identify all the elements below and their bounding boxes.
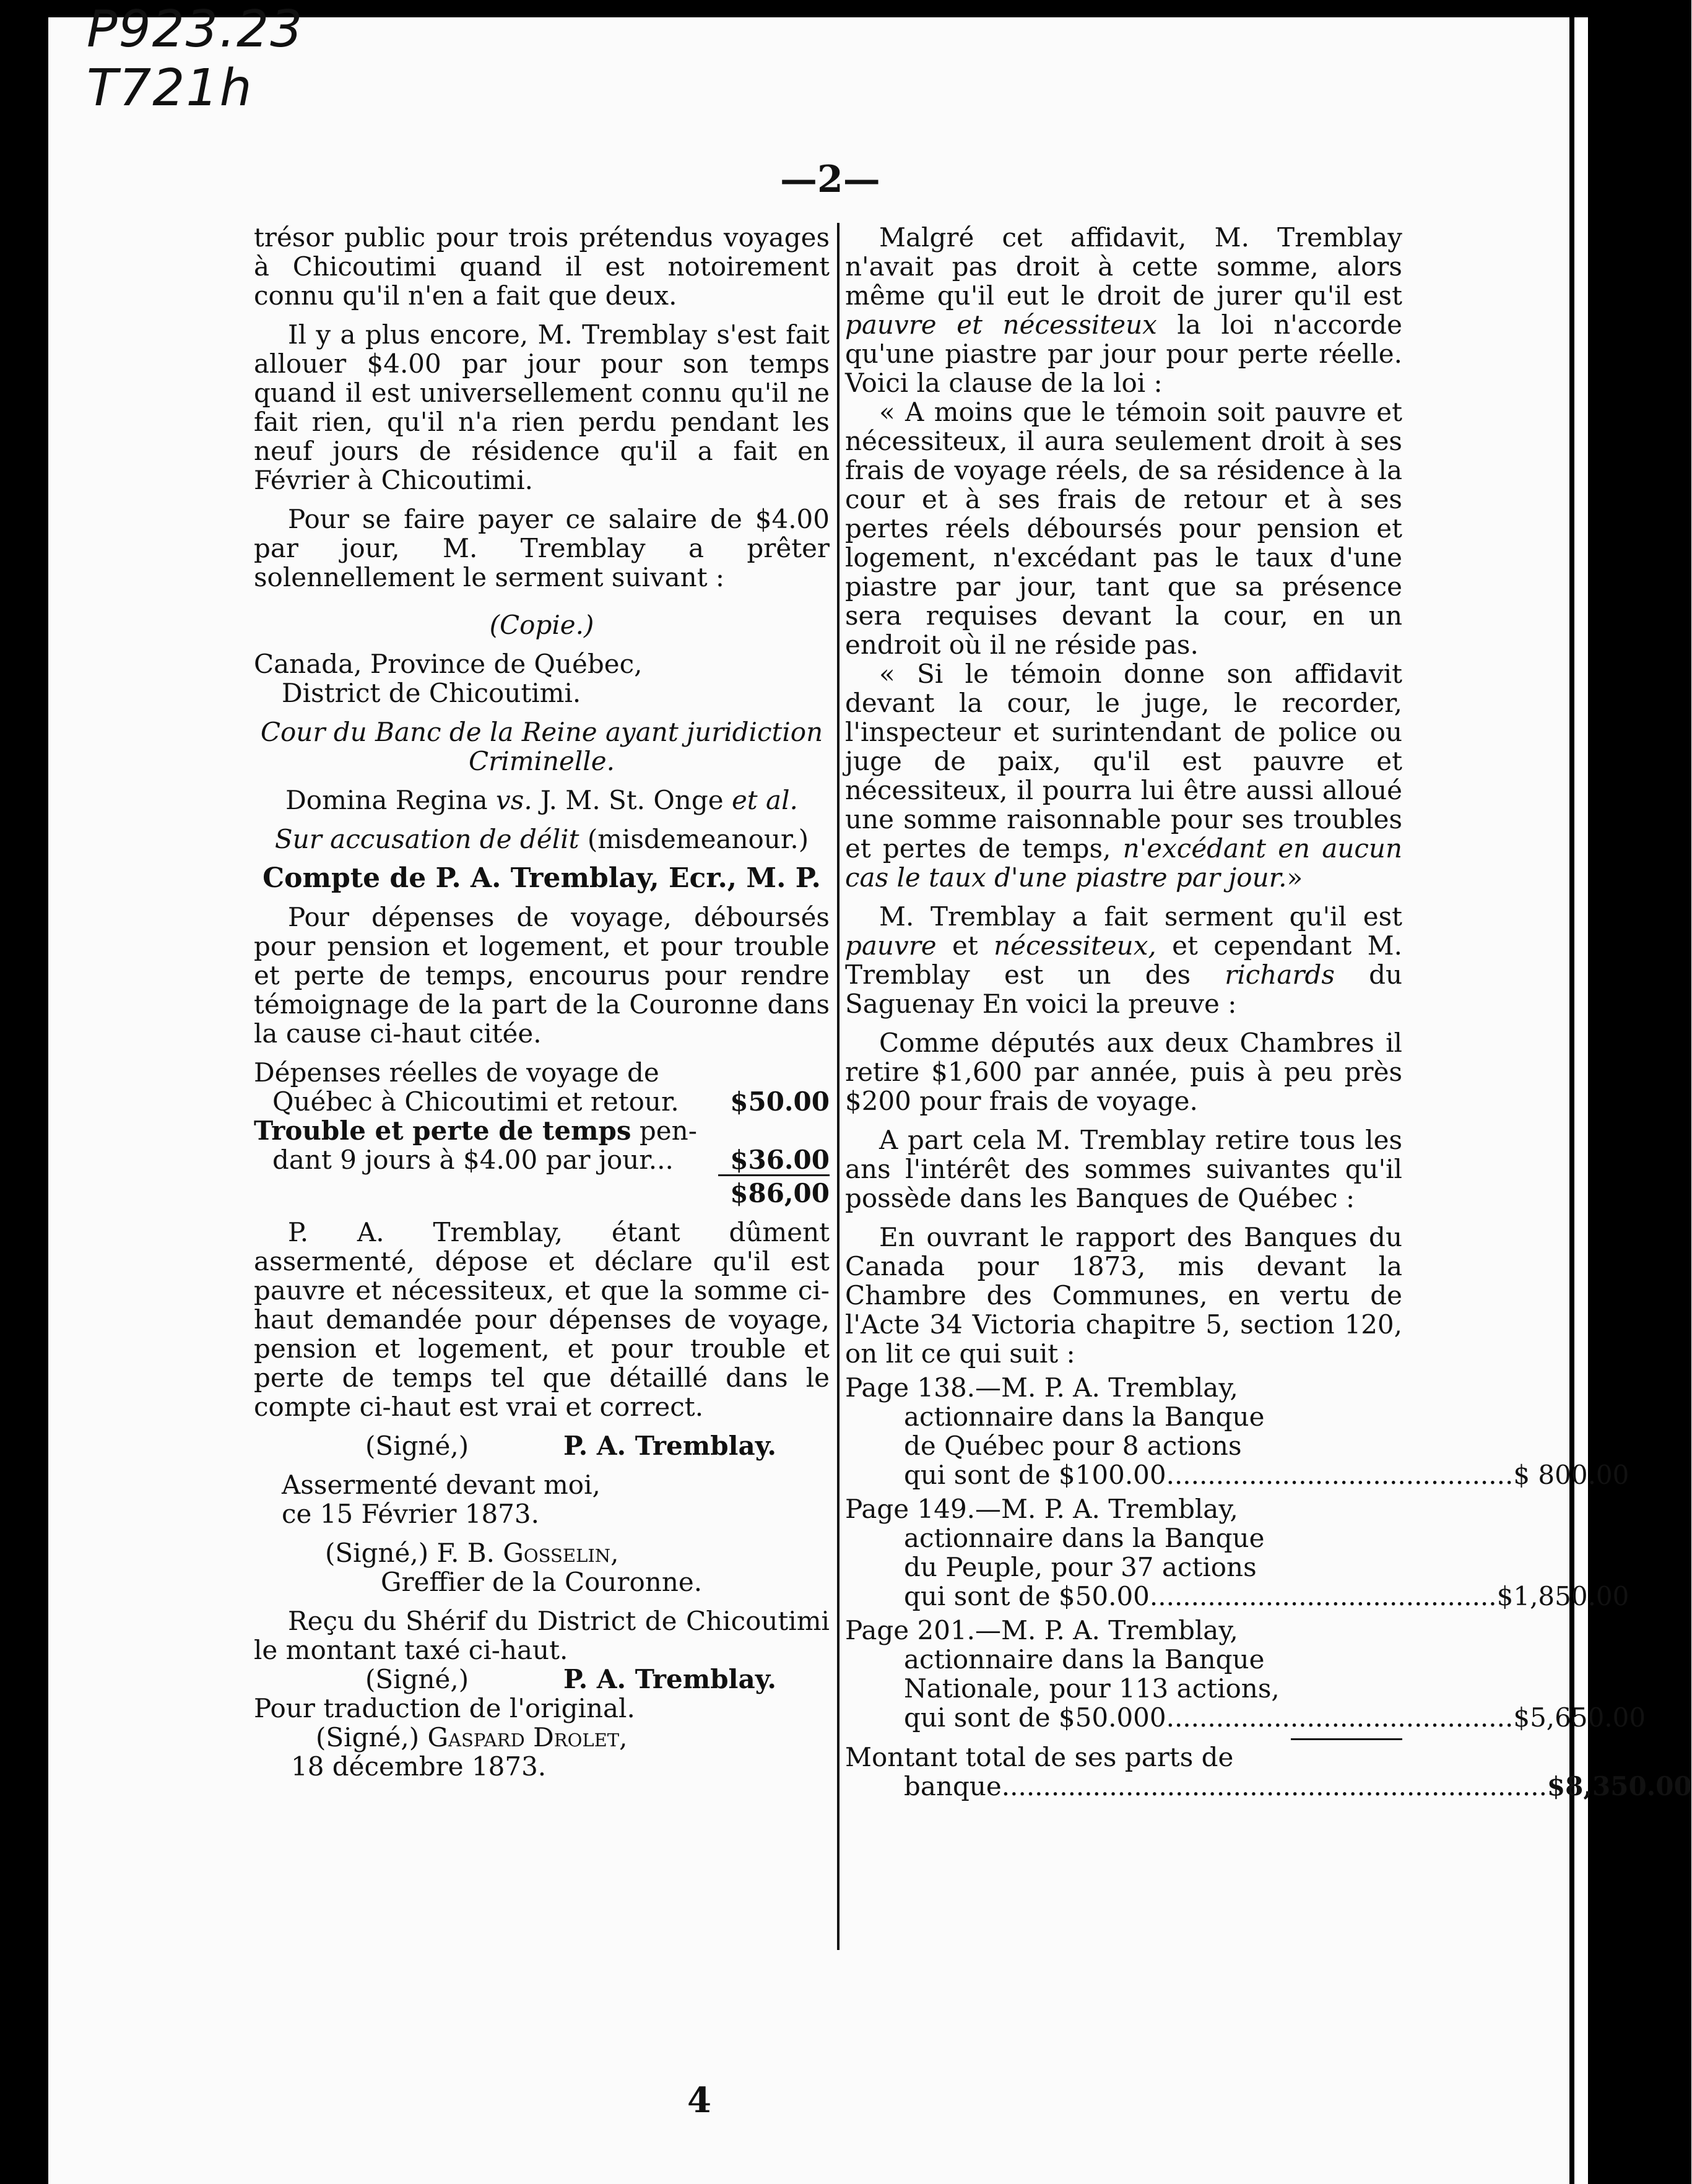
signature-tremblay — [254, 1431, 830, 1460]
bank-entry-line-2: actionnaire dans la Banque — [904, 1402, 1265, 1432]
bank-entry — [845, 1372, 1629, 1490]
right-para-2-a: M. Tremblay a fait serment qu'il est — [879, 901, 1402, 932]
call-number-line2: T721h — [87, 59, 253, 118]
trouble-amount: $36.00 — [730, 1145, 830, 1175]
domina-rest: J. M. St. Onge — [540, 785, 724, 815]
bank-entry-head: Page 149.—M. P. A. Tremblay, — [845, 1494, 1238, 1524]
bank-total — [845, 1742, 1692, 1801]
trouble-rest: pen- — [631, 1116, 697, 1146]
trouble-row — [254, 1145, 830, 1174]
law-quote-2-italic: n'excédant en aucun cas le taux d'une piastre par jour. — [845, 833, 1402, 893]
trouble-bold: Trouble et perte de temps — [254, 1116, 631, 1146]
bank-entry-amount: $1,850.00 — [1496, 1581, 1629, 1611]
signer-name-2: P. A. Tremblay. — [563, 1664, 776, 1694]
bank-entry-amount: $5,650.00 — [1513, 1702, 1646, 1733]
bank-entry-line-4 — [845, 1581, 1629, 1611]
gosselin-title: Greffier de la Couronne. — [381, 1567, 703, 1597]
bank-entry-rate: qui sont de $100.00 — [904, 1460, 1166, 1490]
signature-tremblay-2 — [254, 1665, 830, 1694]
bank-entry-rate: qui sont de $50.00 — [904, 1581, 1150, 1611]
left-para-2: Il y a plus encore, M. Tremblay s'est fait allouer $4.00 par jour pour son temps quand il est universellement connu qu'il ne fait rien, qu'il n'a rien perdu pendant les neuf jours de résidence qu'il a fait en Février à Chicoutimi. — [254, 319, 830, 495]
left-para-1: trésor public pour trois prétendus voyages à Chicoutimi quand il est notoirement connu qu'il n'en a fait que deux. — [254, 222, 830, 311]
right-para-4: A part cela M. Tremblay retire tous les ans l'intérêt des sommes suivantes qu'il possède dans les Banques de Québec : — [845, 1125, 1402, 1213]
bank-entry-line-2: actionnaire dans la Banque — [904, 1523, 1265, 1553]
depenses-amount: $50.00 — [730, 1086, 830, 1117]
depenses-line-1: Dépenses réelles de voyage de — [254, 1057, 659, 1088]
bank-entry-line-3: du Peuple, pour 37 actions — [904, 1552, 1257, 1582]
trouble-line-2: dant 9 jours à $4.00 par jour... — [272, 1145, 674, 1175]
depenses-row — [254, 1087, 830, 1116]
leader-dots: .......................................... — [1166, 1460, 1514, 1490]
trouble-line-1 — [254, 1116, 830, 1145]
bank-total-amount: $8,350.00 — [1547, 1771, 1692, 1801]
account-total: $86,00 — [718, 1174, 830, 1208]
bank-entry-line-3: Nationale, pour 113 actions, — [904, 1673, 1280, 1704]
right-para-3: Comme députés aux deux Chambres il retire $1,600 par année, puis à peu près $200 pour frais de voyage. — [845, 1028, 1402, 1116]
scan-fold-line — [1569, 0, 1574, 2184]
domina-etal: et al. — [731, 785, 798, 815]
date-line: 18 décembre 1873. — [291, 1751, 547, 1782]
bank-entry-head: Page 138.—M. P. A. Tremblay, — [845, 1372, 1238, 1403]
accusation-rest: (misdemeanour.) — [587, 824, 809, 854]
law-quote-2 — [845, 659, 1402, 892]
gosselin-name: F. B. Gosselin, — [436, 1538, 619, 1568]
leader-dots: .......................................... — [1166, 1702, 1514, 1733]
bank-entry-line-3: de Québec pour 8 actions — [904, 1431, 1242, 1461]
affidavit-text: P. A. Tremblay, étant dûment assermenté, dépose et déclare qu'il est pauvre et nécessiteux, et que la somme ci-haut demandée pour dépenses de voyage, pension et logement, et pour trouble et perte de temps tel que détaillé dans le compte ci-haut est vrai et correct. — [254, 1217, 830, 1422]
law-quote-2-a: « Si le témoin donne son affidavit devant la cour, le juge, le recorder, l'inspecteur et surintendant de police ou juge de paix, qu'il est pauvre et nécessiteux, il pourra lui être aussi alloué une somme raisonnable pour ses troubles et pertes de temps, — [845, 659, 1402, 864]
canada-line-2: District de Chicoutimi. — [282, 678, 581, 708]
bank-total-line-2 — [845, 1771, 1692, 1801]
column-divider — [837, 223, 839, 1950]
left-column — [254, 223, 830, 1781]
drolet-line — [254, 1723, 830, 1752]
canada-line-1: Canada, Province de Québec, — [254, 649, 643, 679]
bank-entry-amount: $ 800.00 — [1513, 1460, 1629, 1490]
domina-vs: vs. — [496, 785, 532, 815]
domina-line — [254, 786, 830, 815]
right-para-1 — [845, 223, 1402, 397]
right-para-2-it3: richards — [1225, 960, 1335, 990]
signe-label-2: (Signé,) — [365, 1664, 469, 1694]
right-para-2-b: et — [952, 930, 978, 961]
copie-label: (Copie.) — [489, 610, 594, 640]
bank-entry-head: Page 201.—M. P. A. Tremblay, — [845, 1615, 1238, 1645]
left-para-3: Pour se faire payer ce salaire de $4.00 par jour, M. Tremblay a prêter solennellement le serment suivant : — [254, 504, 830, 592]
call-number-line1: P923.23 — [87, 0, 304, 59]
cour-line: Cour du Banc de la Reine ayant juridiction Criminelle. — [260, 717, 823, 776]
depenses-line-2: Québec à Chicoutimi et retour. — [272, 1086, 679, 1117]
page-number: —2— — [780, 158, 880, 201]
accusation-line — [254, 825, 830, 854]
gosselin-signe: (Signé,) — [325, 1538, 429, 1568]
bank-total-label: banque — [904, 1771, 1002, 1801]
recu-text: Reçu du Shérif du District de Chicoutimi le montant taxé ci-haut. — [254, 1606, 830, 1665]
right-column — [845, 222, 1692, 1801]
asserm-block — [254, 1470, 830, 1528]
leader-dots: .................................................................. — [1001, 1771, 1547, 1801]
leader-dots: .......................................... — [1149, 1581, 1497, 1611]
bank-entry-line-4 — [845, 1702, 1646, 1733]
asserm-line-2: ce 15 Février 1873. — [282, 1499, 539, 1529]
right-para-1-end: la loi n'accorde qu'une piastre par jour pour perte réelle. Voici la clause de la loi : — [845, 310, 1402, 398]
drolet-signe: (Signé,) — [316, 1722, 420, 1753]
bank-entry — [845, 1494, 1629, 1611]
asserm-line-1: Assermenté devant moi, — [282, 1470, 601, 1500]
right-para-5: En ouvrant le rapport des Banques du Canada pour 1873, mis devant la Chambre des Communes, en vertu de l'Acte 34 Victoria chapitre 5, section 120, on lit ce qui suit : — [845, 1222, 1402, 1369]
scan-border-left — [0, 0, 48, 2184]
signe-label: (Signé,) — [365, 1431, 469, 1461]
right-para-2-it1: pauvre — [845, 930, 937, 961]
law-quote-2-end: » — [1286, 862, 1303, 893]
compte-title: Compte de P. A. Tremblay, Ecr., M. P. — [262, 862, 821, 894]
bank-entry-rate: qui sont de $50.000 — [904, 1702, 1166, 1733]
compte-description: Pour dépenses de voyage, déboursés pour pension et logement, et pour trouble et perte de temps, encourus pour rendre témoignage de la part de la Couronne dans la cause ci-haut citée. — [254, 902, 830, 1049]
right-para-2-it2: nécessiteux, — [994, 930, 1156, 961]
bank-entry-line-2: actionnaire dans la Banque — [904, 1644, 1265, 1675]
total-rule — [1291, 1738, 1402, 1740]
traduction-text: Pour traduction de l'original. — [254, 1693, 635, 1723]
footer-mark: 4 — [687, 2080, 711, 2121]
right-para-1-italic: pauvre et nécessiteux — [845, 310, 1157, 340]
account-table — [254, 1058, 830, 1208]
right-para-2-c: et cependant M. Tremblay est un des — [845, 930, 1402, 990]
bank-entry — [845, 1615, 1646, 1733]
drolet-name: Gaspard Drolet, — [427, 1722, 628, 1753]
right-para-2-d: du Saguenay En voici la preuve : — [845, 960, 1403, 1019]
accusation-italic: Sur accusation de délit — [274, 824, 579, 854]
bank-entry-line-4 — [845, 1460, 1629, 1490]
right-para-2 — [845, 902, 1402, 1018]
right-para-1-a: Malgré cet affidavit, M. Tremblay n'avait pas droit à cette somme, alors même qu'il eut le droit de jurer qu'il est — [845, 222, 1402, 311]
gosselin-block — [254, 1538, 830, 1597]
domina-main: Domina Regina — [285, 785, 488, 815]
law-quote-1: « A moins que le témoin soit pauvre et nécessiteux, il aura seulement droit à ses frais de voyage réels, de sa résidence à la cour et à ses frais de retour et à ses pertes réels déboursés pour pension et logement, n'excédant pas le taux d'une piastre par jour, tant que sa présence sera requises devant la cour, en un endroit où il ne réside pas. — [845, 397, 1402, 660]
scan-border-right — [1588, 0, 1691, 2184]
signer-name: P. A. Tremblay. — [563, 1431, 776, 1461]
bank-total-line-1: Montant total de ses parts de — [845, 1742, 1234, 1772]
